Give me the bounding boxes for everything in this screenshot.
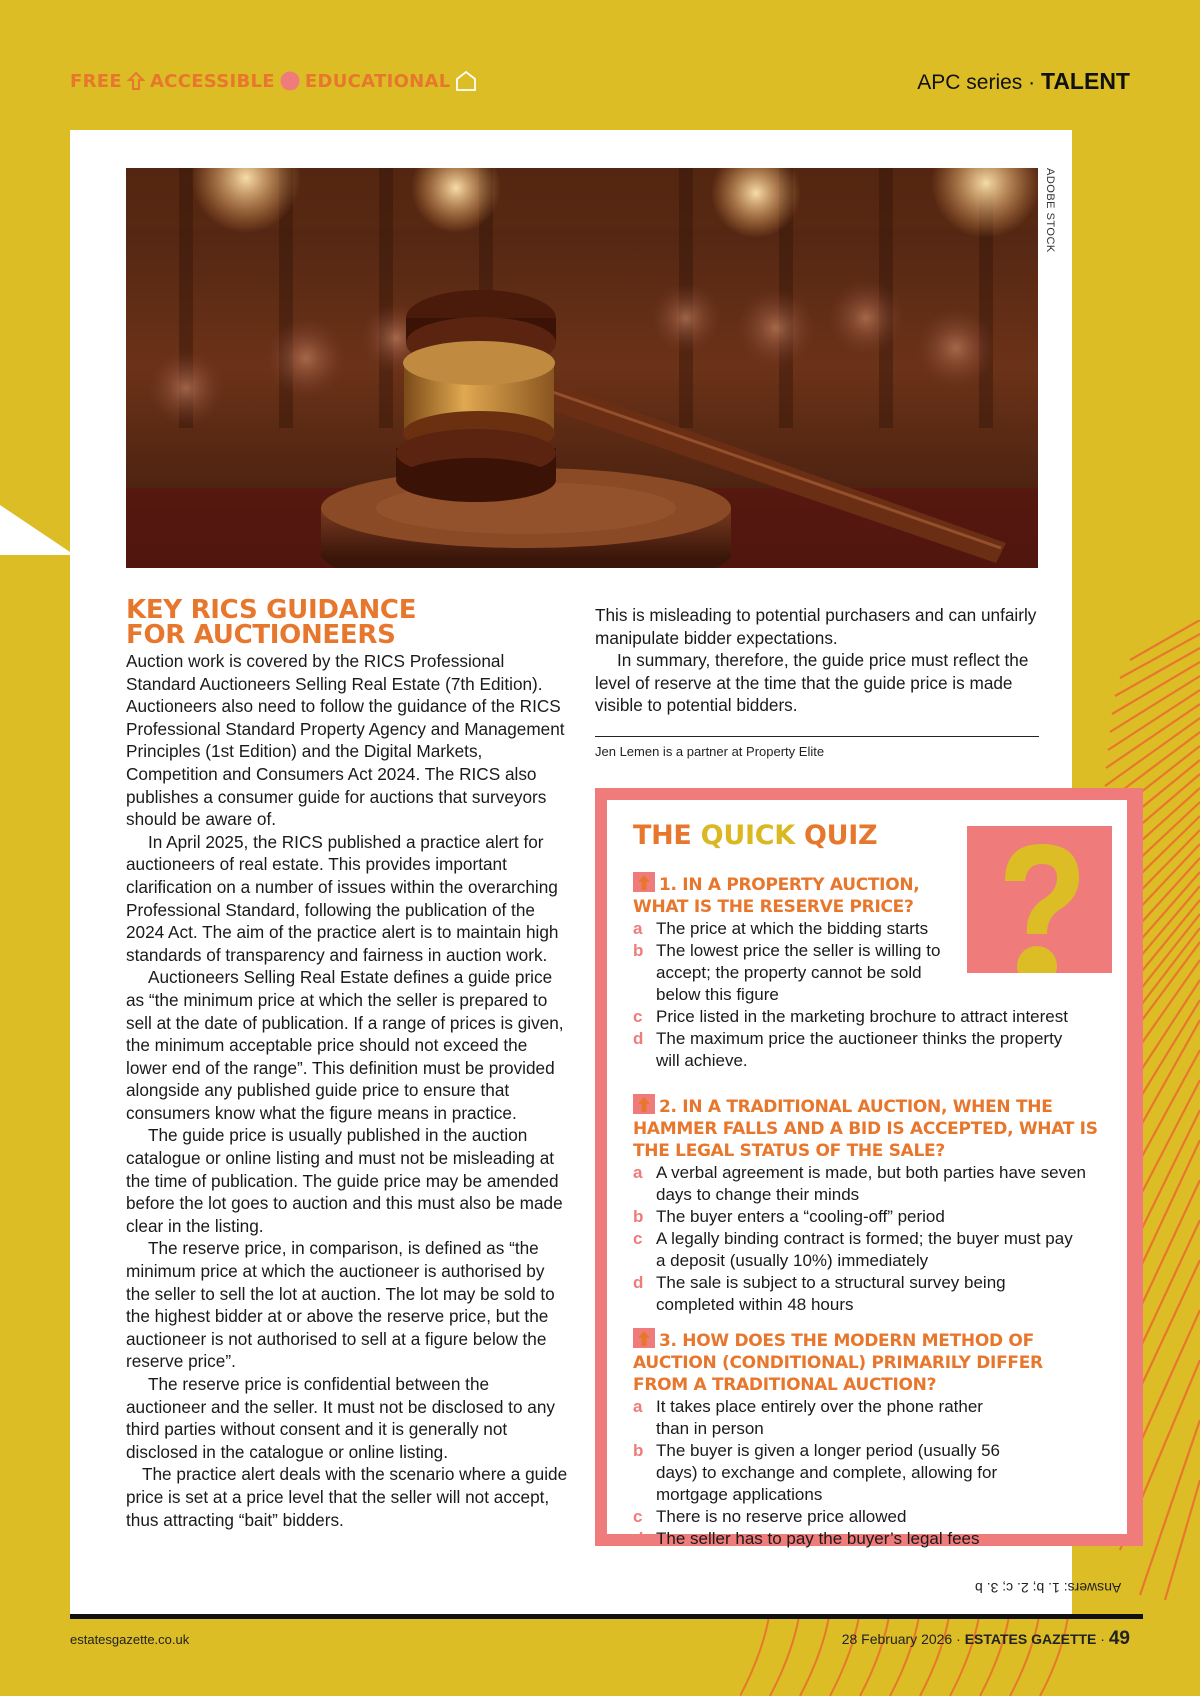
- series-label: APC series · TALENT: [917, 68, 1130, 94]
- up-arrow-icon: [633, 1328, 655, 1348]
- tag-free: FREE: [70, 70, 122, 92]
- footer-publication: ESTATES GAZETTE: [964, 1631, 1097, 1647]
- paragraph: In summary, therefore, the guide price must reflect the level of reserve at the time that the guide price is made visible to potential bidders.: [595, 650, 1029, 716]
- paragraph: In April 2025, the RICS published a practice alert for auctioneers of real estate. This provides important clarification on a number of issues within the overarching Professional Standard, following the publication of the 2024 Act. The aim of the practice alert is to maintain high standards of transparency and fairness in auction work.: [126, 831, 559, 965]
- series-topic: TALENT: [1040, 68, 1130, 94]
- article-column-1: [126, 650, 571, 1531]
- footer-date: 28 February 2026: [841, 1631, 953, 1647]
- quiz-option[interactable]: d The seller has to pay the buyer’s legal fees: [633, 1529, 980, 1548]
- byline-divider: [595, 736, 1039, 737]
- paragraph: This is misleading to potential purchasers and can unfairly manipulate bidder expectations.: [595, 605, 1037, 648]
- paragraph: The guide price is usually published in the auction catalogue or online listing and must not be misleading at the time of publication. The guide price may be amended before the lot goes to auction and this must also be made clear in the listing.: [126, 1125, 563, 1236]
- house-icon: [455, 70, 477, 92]
- quiz-option[interactable]: d The sale is subject to a structural survey being completed within 48 hours: [633, 1273, 1006, 1314]
- paragraph: The reserve price, in comparison, is defined as “the minimum price at which the auctioneer is authorised by the seller to sell the lot at auction. The lot may be sold to the highest bidder at or above the reserve price, but the auctioneer is not authorised to sell at a figure below the reserve price”.: [126, 1238, 555, 1372]
- quiz-option[interactable]: b The buyer is given a longer period (usually 56 days) to exchange and complete, allowing for mortgage applications: [633, 1441, 1000, 1504]
- tag-educational: EDUCATIONAL: [304, 70, 451, 92]
- article-column-2: [595, 604, 1040, 717]
- up-arrow-icon: [633, 872, 655, 892]
- gavel-photo: [126, 168, 1038, 568]
- quiz-question-3: [633, 1328, 1133, 1550]
- quick-quiz-box: [595, 788, 1143, 1546]
- quiz-option[interactable]: c There is no reserve price allowed: [633, 1507, 907, 1526]
- up-arrow-icon: [126, 71, 146, 91]
- quiz-option[interactable]: a The price at which the bidding starts: [633, 919, 929, 938]
- quiz-option[interactable]: d The maximum price the auctioneer thinks the property will achieve.: [633, 1029, 1063, 1070]
- quiz-option[interactable]: c Price listed in the marketing brochure to attract interest: [633, 1007, 1068, 1026]
- quiz-option[interactable]: a It takes place entirely over the phone rather than in person: [633, 1397, 983, 1438]
- footer-divider: [70, 1614, 1143, 1619]
- quiz-option[interactable]: b The buyer enters a “cooling-off” period: [633, 1207, 945, 1226]
- question-heading: 3. HOW DOES THE MODERN METHOD OF AUCTION (CONDITIONAL) PRIMARILY DIFFER FROM A TRADITIONAL AUCTION?: [633, 1328, 1133, 1396]
- footer-publication-info: 28 February 2026 · ESTATES GAZETTE · 49: [841, 1628, 1130, 1649]
- paragraph: The practice alert deals with the scenario where a guide price is set at a price level that the seller will not accept, thus attracting “bait” bidders.: [126, 1464, 568, 1530]
- question-heading: 2. IN A TRADITIONAL AUCTION, WHEN THE HAMMER FALLS AND A BID IS ACCEPTED, WHAT IS THE LEGAL STATUS OF THE SALE?: [633, 1094, 1133, 1162]
- quiz-answers: Answers: 1. b; 2. c; 3. b: [975, 1580, 1122, 1596]
- quiz-question-2: [633, 1094, 1133, 1316]
- author-byline: Jen Lemen is a partner at Property Elite: [595, 744, 825, 759]
- quiz-option[interactable]: b The lowest price the seller is willing to accept; the property cannot be sold below this figure: [633, 941, 941, 1004]
- article-headline: KEY RICS GUIDANCE FOR AUCTIONEERS: [126, 595, 417, 650]
- quiz-option[interactable]: c A legally binding contract is formed; the buyer must pay a deposit (usually 10%) immediately: [633, 1229, 1073, 1270]
- quiz-inner: [607, 800, 1127, 1548]
- circle-icon: [279, 70, 301, 92]
- quiz-title: THE QUICK QUIZ: [633, 820, 878, 851]
- tagline: [70, 70, 477, 92]
- tag-accessible: ACCESSIBLE: [149, 70, 275, 92]
- footer-website[interactable]: estatesgazette.co.uk: [70, 1632, 190, 1647]
- page-number: 49: [1108, 1628, 1130, 1649]
- up-arrow-icon: [633, 1094, 655, 1114]
- quiz-question-1: [633, 872, 1133, 1072]
- photo-credit: ADOBE STOCK: [1044, 168, 1056, 253]
- paragraph: Auctioneers Selling Real Estate defines a guide price as “the minimum price at which the seller is prepared to sell at the date of publication. If a range of prices is given, the minimum acceptable price should not exceed the lower end of the range”. This definition must be provided alongside any published guide price to ensure that consumers know what the figure means in practice.: [126, 967, 564, 1123]
- question-heading: 1. IN A PROPERTY AUCTION, WHAT IS THE RESERVE PRICE?: [633, 872, 1133, 918]
- paragraph: Auction work is covered by the RICS Professional Standard Auctioneers Selling Real Estate (7th Edition). Auctioneers also need to follow the guidance of the RICS Professional Standard Property Agency and Management Principles (1st Edition) and the Digital Markets, Competition and Consumers Act 2024. The RICS also publishes a consumer guide for auctions that surveyors should be aware of.: [126, 651, 565, 830]
- quiz-option[interactable]: a A verbal agreement is made, but both parties have seven days to change their minds: [633, 1163, 1086, 1204]
- decorative-triangle: [0, 505, 70, 555]
- paragraph: The reserve price is confidential between the auctioneer and the seller. It must not be disclosed to any third parties without consent and it is generally not disclosed in the catalogue or online listing.: [126, 1374, 555, 1462]
